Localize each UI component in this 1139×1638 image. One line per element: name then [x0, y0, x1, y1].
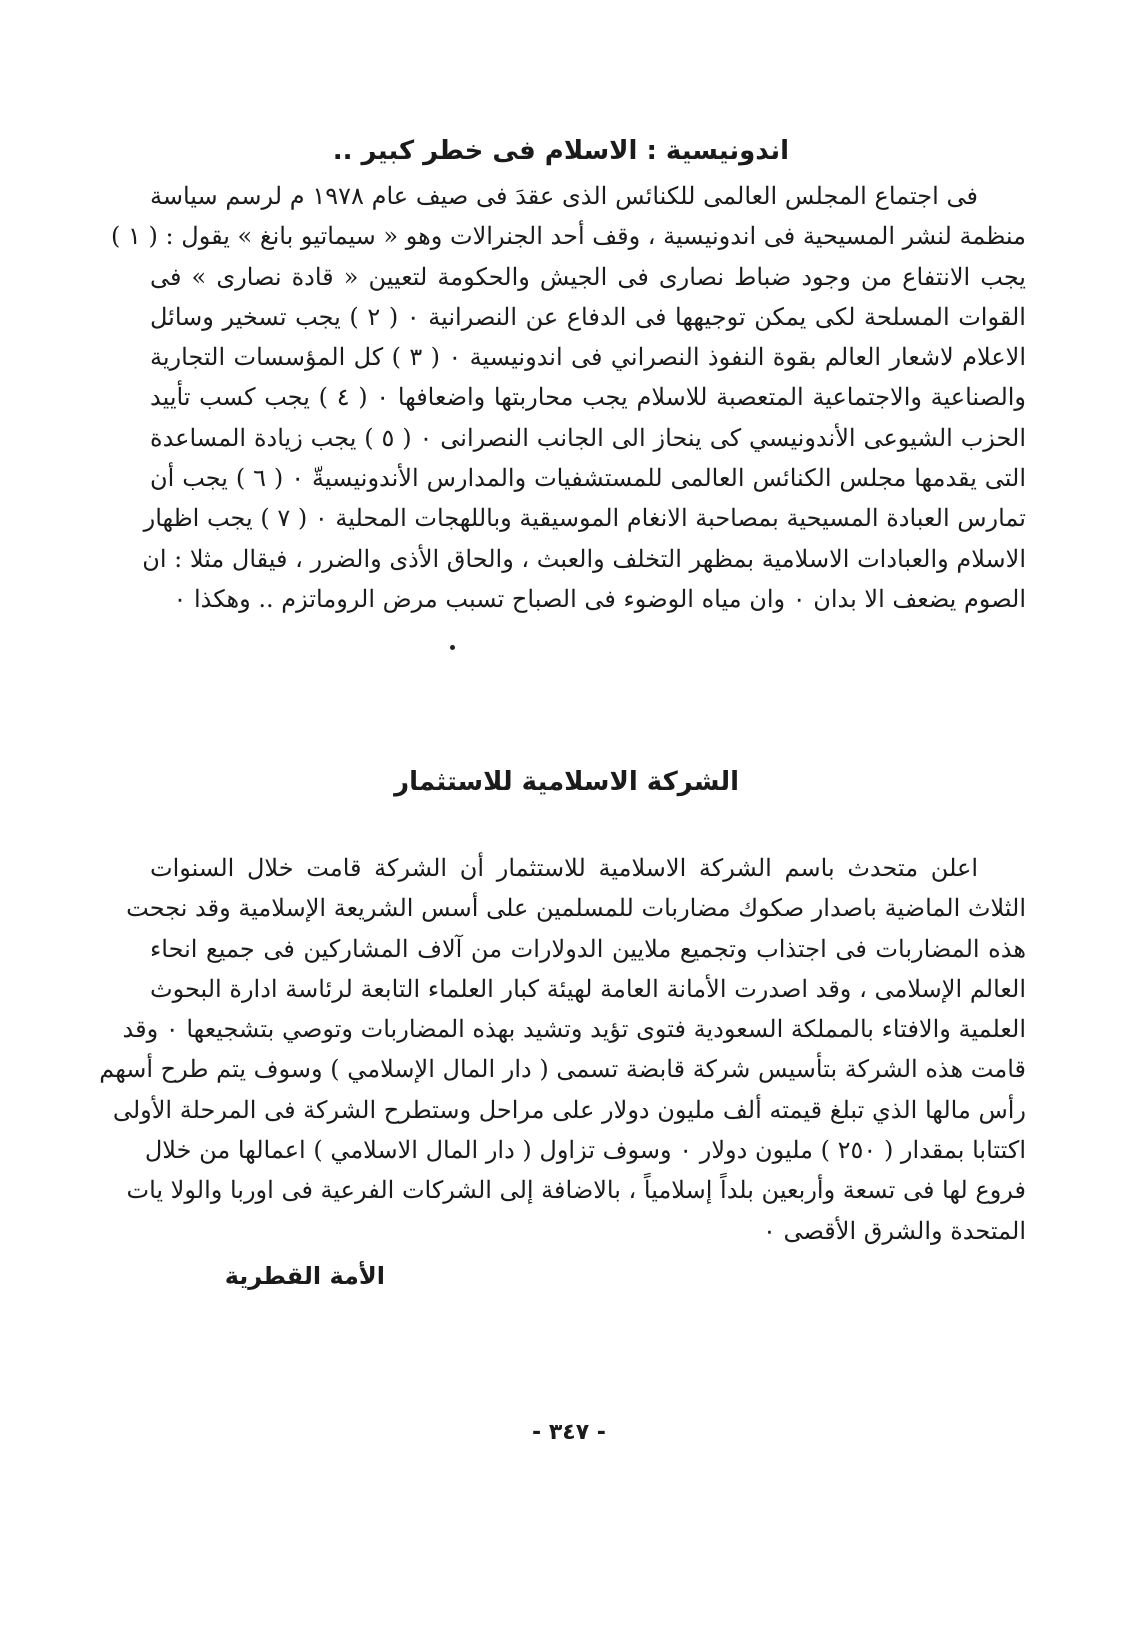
text-line: يجب الانتفاع من وجود ضباط نصارى فى الجيش والحكومة لتعيين « قادة نصارى » فى — [150, 262, 1026, 291]
article-body-investment — [99, 848, 1026, 1251]
article-heading-investment: الشركة الاسلامية للاستثمار — [394, 767, 739, 797]
text-line: رأس مالها الذي تبلغ قيمته ألف مليون دولار على مراحل وستطرح الشركة فى المرحلة الأولى — [112, 1095, 1026, 1124]
text-line: فى اجتماع المجلس العالمى للكنائس الذى عقدَ فى صيف عام ١٩٧٨ م لرسم سياسة — [150, 182, 978, 210]
text-line: المتحدة والشرق الأقصى ٠ — [762, 1216, 1026, 1245]
text-line: العالم الإسلامى ، وقد اصدرت الأمانة العامة لهيئة كبار العلماء التابعة لرئاسة ادارة البحوث — [150, 974, 1026, 1003]
text-line: الحزب الشيوعى الأندونيسي كى ينحاز الى الجانب النصرانى ٠ ( ٥ ) يجب زيادة المساعدة — [150, 423, 1026, 452]
page-number: - ٣٤٧ - — [532, 1420, 606, 1445]
text-line: منظمة لنشر المسيحية فى اندونيسية ، وقف أحد الجنرالات وهو « سيماتيو بانغ » يقول : ( ١ ) — [111, 222, 1026, 251]
text-line: هذه المضاربات فى اجتذاب وتجميع ملايين الدولارات من آلاف المشاركين فى جميع انحاء — [150, 934, 1026, 963]
text-line: اكتتابا بمقدار ( ٢٥٠ ) مليون دولار ٠ وسوف تزاول ( دار المال الاسلامي ) اعمالها من خلال — [144, 1136, 1026, 1165]
article-heading-indonesia: اندونيسية : الاسلام فى خطر كبير .. — [332, 136, 789, 166]
text-line: اعلن متحدث باسم الشركة الاسلامية للاستثمار أن الشركة قامت خلال السنوات — [150, 854, 978, 882]
text-line: العلمية والافتاء بالمملكة السعودية فتوى تؤيد وتشيد بهذه المضاربات وتوصي بتشجيعها ٠ وقد — [122, 1015, 1026, 1044]
text-line: الصوم يضعف الا بدان ٠ وان مياه الوضوء فى الصباح تسبب مرض الروماتزم .. وهكذا ٠ — [173, 584, 1026, 613]
text-line: قامت هذه الشركة بتأسيس شركة قابضة تسمى ( دار المال الإسلامي ) وسوف يتم طرح أسهم — [99, 1055, 1026, 1084]
text-line: القوات المسلحة لكى يمكن توجيهها فى الدفاع عن النصرانية ٠ ( ٢ ) يجب تسخير وسائل — [150, 302, 1026, 331]
ink-speck — [450, 645, 455, 650]
text-line: الثلاث الماضية باصدار صكوك مضاربات للمسلمين على أسس الشريعة الإسلامية وقد نجحت — [126, 894, 1026, 923]
text-line: التى يقدمها مجلس الكنائس العالمى للمستشفيات والمدارس الأندونيسيةّ ٠ ( ٦ ) يجب أن — [150, 464, 1027, 493]
text-line: الاعلام لاشعار العالم بقوة النفوذ النصراني فى اندونيسية ٠ ( ٣ ) كل المؤسسات التجارية — [150, 343, 1026, 372]
article-body-indonesia — [111, 176, 1027, 619]
text-line: والصناعية والاجتماعية المتعصبة للاسلام يجب محاربتها واضعافها ٠ ( ٤ ) يجب كسب تأييد — [150, 383, 1027, 412]
text-line: الاسلام والعبادات الاسلامية بمظهر التخلف والعبث ، والحاق الأذى والضرر ، فيقال مثلا : ان — [142, 544, 1026, 573]
text-line: تمارس العبادة المسيحية بمصاحبة الانغام الموسيقية وباللهجات المحلية ٠ ( ٧ ) يجب اظهار — [143, 504, 1026, 533]
text-line: فروع لها فى تسعة وأربعين بلداً إسلامياً ، بالاضافة إلى الشركات الفرعية فى اوربا والولا يات — [126, 1176, 1026, 1205]
source-signature: الأمة القطرية — [224, 1262, 385, 1290]
